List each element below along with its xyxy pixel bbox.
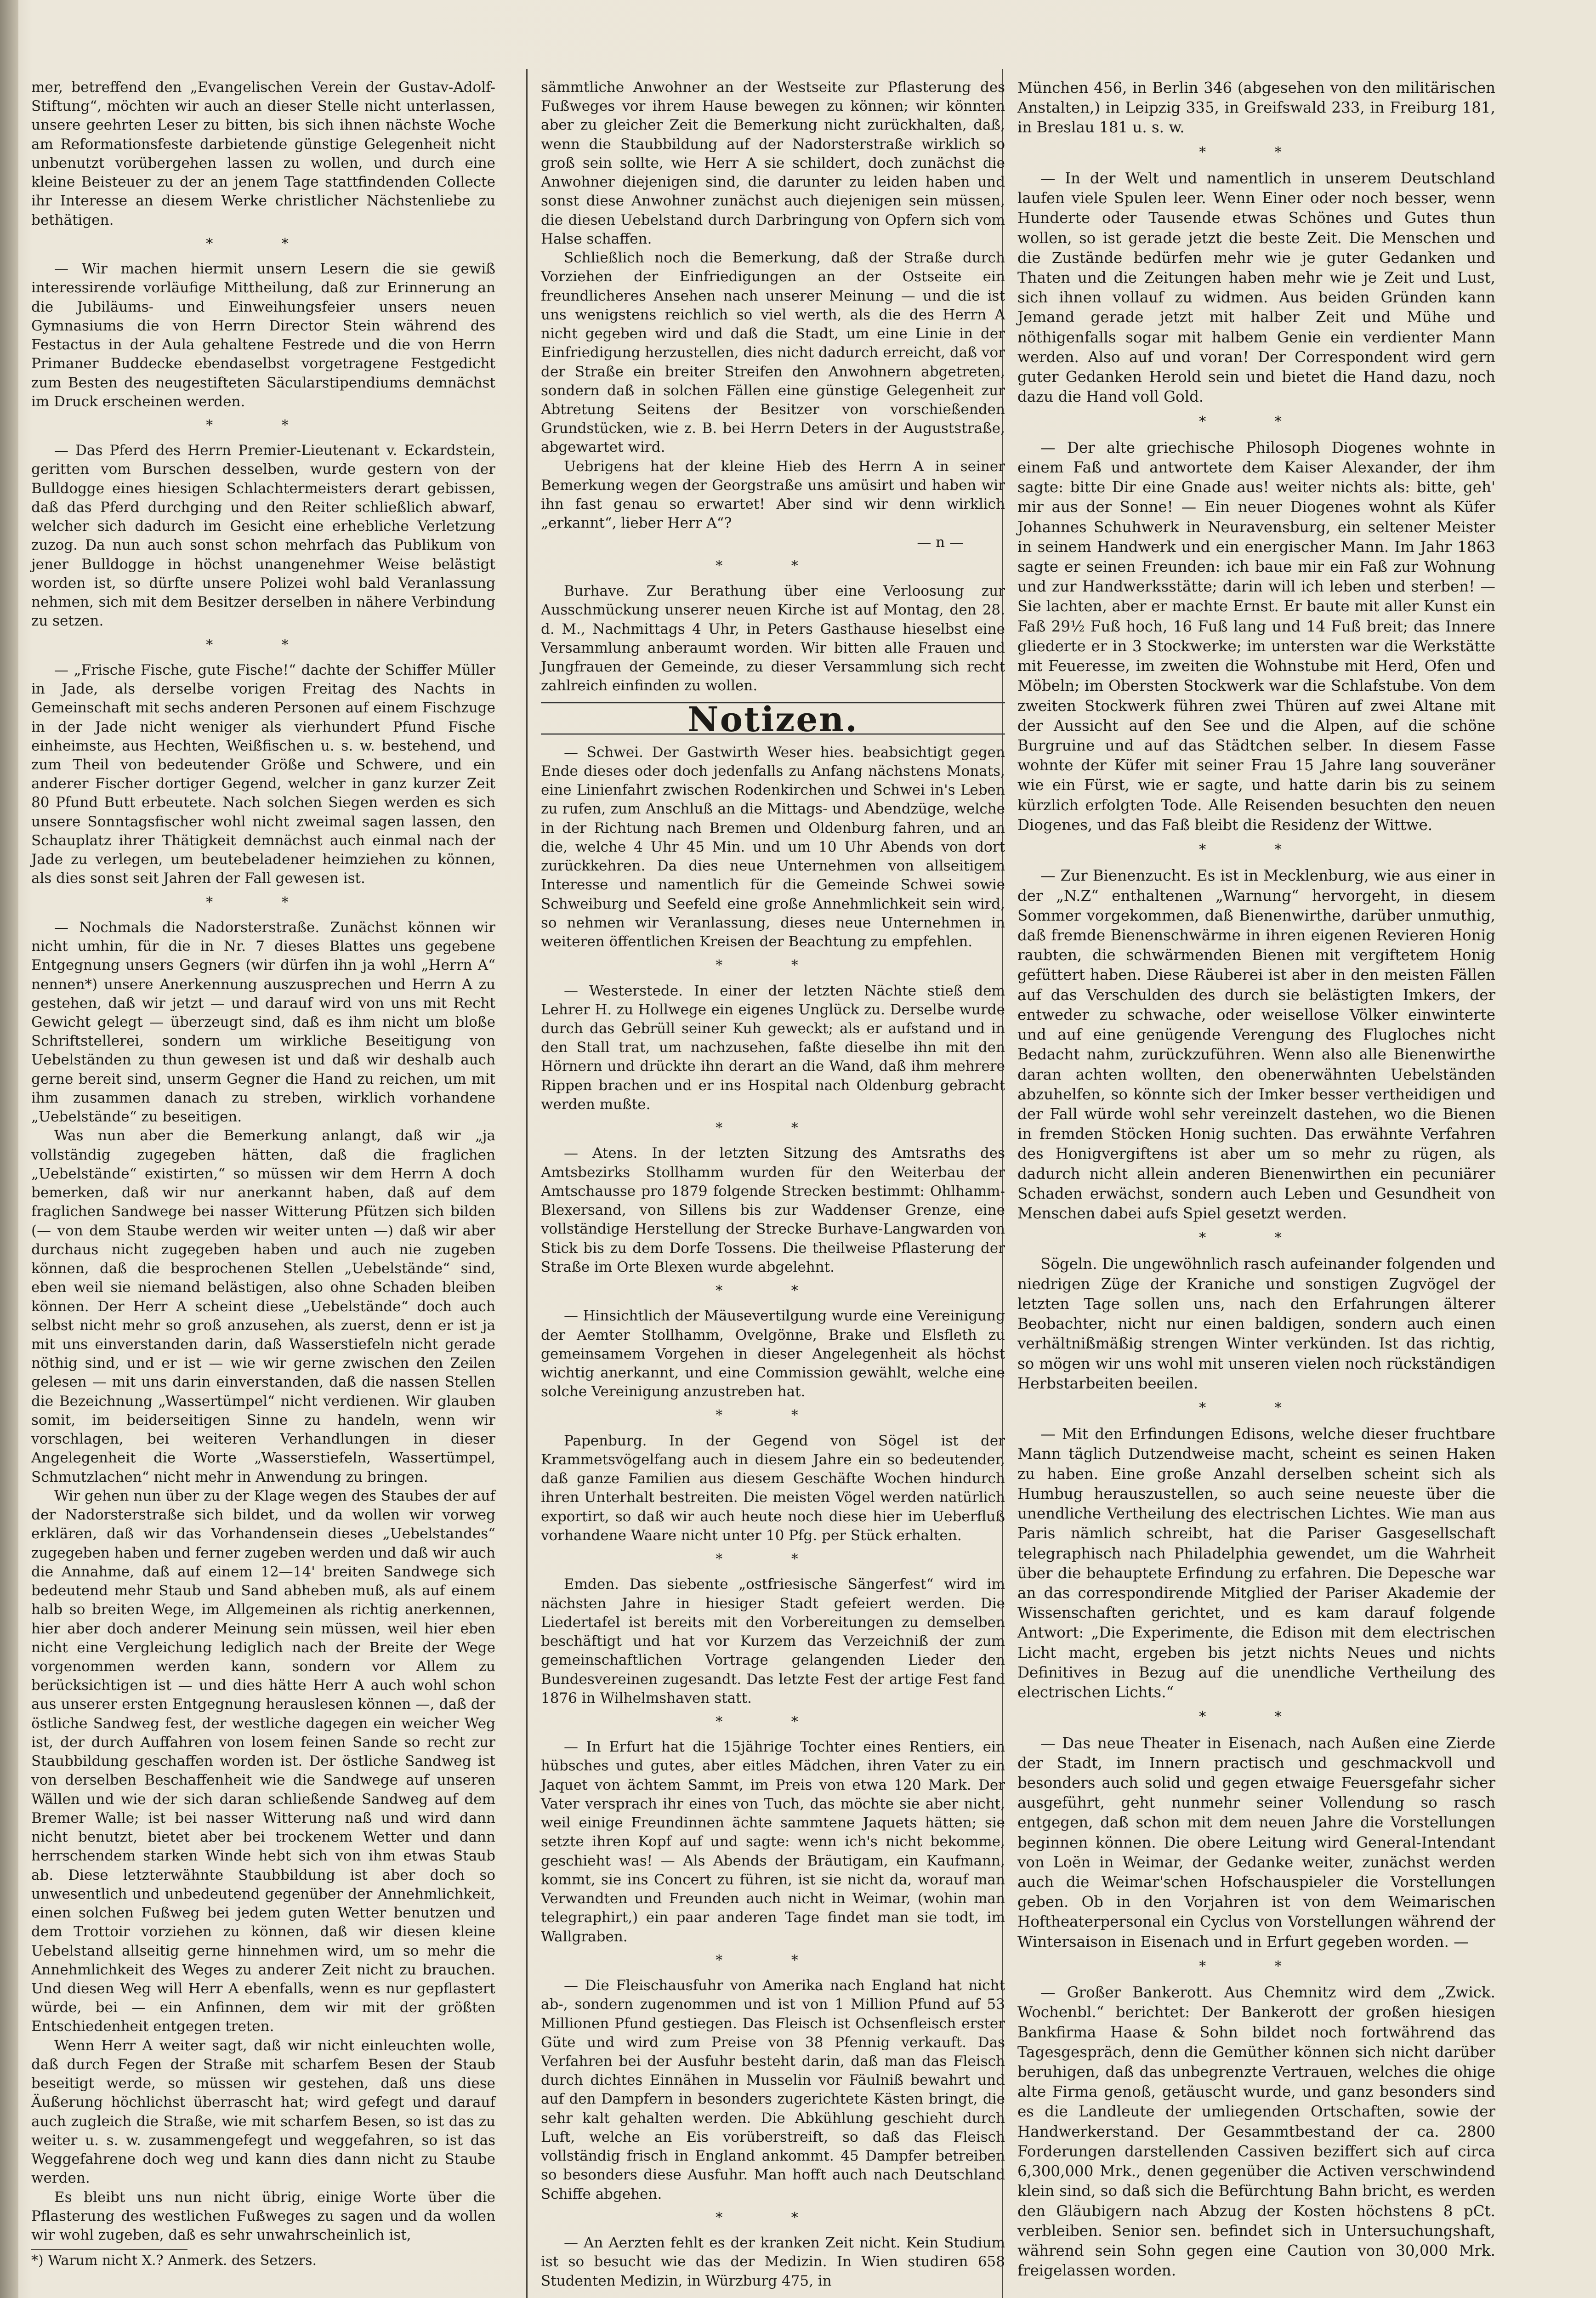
separator-stars: * *: [1199, 1709, 1314, 1725]
separator-stars: * *: [716, 1713, 830, 1730]
article-fleischausfuhr: — Die Fleischausfuhr von Amerika nach England hat nicht ab-, sondern zugenommen und ist von 1 Million Pfund auf 53 Millionen Pfund gestiegen. Das Fleisch ist Ochsenfleisch erster Güte und wird zum Preise von 38 Pfennig verkauft. Das Verfahren bei der Ausfuhr besteht darin, daß man das Fleisch durch dichtes Einnähen in Musselin vor Fäulniß bewahrt und auf den Dampfern in besonders zugerichtete Kästen bringt, die sehr kalt gehalten werden. Die Abkühlung geschieht durch Luft, welche an Eis vorüberstreift, so daß das Fleisch vollständig frisch in England ankommt. 45 Dampfer betreiben so besonders diese Ausfuhr. Man hofft auch nach Deutschland Schiffe abgehen.: [541, 1977, 1005, 2202]
article-nadorsterstrasse-3: Wir gehen nun über zu der Klage wegen des Staubes der auf der Nadorsterstraße sich bildet, und da wollen wir vorweg erklären, daß wir das Vorhandensein dieses „Uebelstandes“ zugegeben haben und ferner zugeben werden und daß wir auch die Annahme, daß auf einem 12—14' breiten Sandwege sich bedeutend mehr Staub und Sand abheben muß, als auf einem halb so breiten Wege, im Allgemeinen als richtig anerkennen, hier aber doch anderer Meinung sein müssen, weil hier eben nicht eine Vergleichung lediglich nach der Breite der Wege vorgenommen werden kann, sondern vor Allem zu berücksichtigen ist — und dies hätte Herr A auch wohl schon aus unserer ersten Entgegnung herauslesen können —, daß der östliche Sandweg fest, der westliche dagegen ein weicher Weg ist, der durch Auffahren von losem feinen Sande so recht zur Staubbildung geschaffen worden ist. Der östliche Sandweg ist von derselben Beschaffenheit wie die Sandwege auf unseren Wällen und wie der sich daran schließende Sandweg auf dem Bremer Walle; ist bei nasser Witterung naß und wird dann nicht benutzt, bietet aber bei trockenem Wetter und dann herrschendem starken Winde hebt sich von ihm etwas Staub ab. Diese letzterwähnte Staubbildung ist aber doch so unwesentlich und unbedeutend gegenüber der Annehmlichkeit, einen solchen Fußweg bei jedem guten Wetter benutzen und dem Trottoir vorziehen zu können, daß wir diesen kleine Uebelstand allseitig gerne hinnehmen wird, um so mehr die Annehmlichkeit des Weges zu anderer Zeit nicht zu brauchen. Und diesen Weg will Herr A ebenfalls, wenn es nur gepflastert würde, bei — ein Anfinnen, dem wir mit der größten Entschiedenheit entgegen treten.: [31, 1487, 496, 2035]
footnote: *) Warum nicht X.? Anmerk. des Setzers.: [31, 2249, 187, 2270]
article-burhave: Burhave. Zur Berathung über eine Verloosung zur Ausschmückung unserer neuen Kirche ist auf Montag, den 28. d. M., Nachmittags 4 Uhr, in Peters Gasthause hieselbst eine Versammlung anberaumt worden. Wir bitten alle Frauen und Jungfrauen der Gemeinde, zu dieser Versammlung sich recht zahlreich einfinden zu wollen.: [541, 583, 1005, 694]
article-nadorsterstrasse: — Nochmals die Nadorsterstraße. Zunächst können wir nicht umhin, für die in Nr. 7 dieses Blattes uns gegebene Entgegnung unsers Gegners (wir dürfen ihn ja wohl „Herrn A“ nennen*) unsere Anerkennung auszusprechen und Herrn A zu gestehen, daß wir jetzt — und darauf wird von uns mit Recht Gewicht gelegt — überzeugt sind, daß es ihm nicht um bloße Schriftstellerei, sondern um wirkliche Beseitigung von Uebelständen zu thun gewesen ist und daß wir deshalb auch gerne bereit sind, unserm Gegner die Hand zu reichen, um mit ihm zusammen danach zu streben, wirklich vorhandene „Uebelstände“ zu beseitigen.: [31, 919, 495, 1126]
separator-stars: * *: [716, 1283, 830, 1299]
separator-stars: * *: [206, 637, 321, 653]
article-georgstrasse: Uebrigens hat der kleine Hieb des Herrn A in seiner Bemerkung wegen der Georgstraße uns amüsirt und haben wir ihn fast genau so erwartet! Aber sind wir denn wirklich „erkannt“, lieber Herr A“?: [541, 458, 1005, 532]
article-schwei: — Schwei. Der Gastwirth Weser hies. beabsichtigt gegen Ende dieses oder doch jedenfalls zu Anfang nächstens Monats, eine Linienfahrt zwischen Rodenkirchen und Schwei in's Leben zu rufen, zum Anschluß an die Mittags- und Abendzüge, welche in der Richtung nach Bremen und Oldenburg fahren, und an die, welche 4 Uhr 45 Min. und um 10 Uhr Abends von dort zurückkehren. Da dies neue Unternehmen von allseitigem Interesse und namentlich für die Gemeinde Schwei sowie Schweiburg und Seefeld eine große Annehmlichkeit sein wird, so nehmen wir Veranlassung, dieses neue Unternehmen in weiteren öffentlichen Kreisen der Beachtung zu empfehlen.: [541, 744, 1005, 950]
article-signature: — n —: [917, 534, 964, 551]
column-3: [1017, 78, 1495, 2281]
column-rule: [526, 69, 528, 2298]
article-aerzte-cont: München 456, in Berlin 346 (abgesehen von den militärischen Anstalten,) in Leipzig 335, in Greifswald 233, in Freiburg 181, in Breslau 181 u. s. w.: [1017, 79, 1495, 137]
article-westseite: sämmtliche Anwohner an der Westseite zur Pflasterung des Fußweges vor ihrem Hause bewegen zu können; wir könnten aber zu gleicher Zeit die Bemerkung nicht zurückhalten, daß, wenn die Staubbildung auf der Nadorsterstraße wirklich so groß sein sollte, wie Herr A sie schildert, doch zunächst die Anwohner diejenigen sind, die darunter zu leiden haben und sonst diese Anwohner zunächst auch diejenigen sein müssen, die diesen Uebelstand durch Darbringung von Opfern sich vom Halse schaffen.: [541, 79, 1005, 247]
article-aerzte: — An Aerzten fehlt es der kranken Zeit nicht. Kein Studium ist so besucht wie das der Medizin. In Wien studiren 658 Studenten Medizin, in Würzburg 475, in: [541, 2235, 1005, 2289]
separator-stars: * *: [716, 1120, 830, 1137]
article-atens: — Atens. In der letzten Sitzung des Amtsraths des Amtsbezirks Stollhamm wurden für den Weiterbau der Amtschausse pro 1879 folgende Strecken bestimmt: Ohlhamm-Blexersand, von Sillens bis zur Waddenser Grenze, eine vollständige Herstellung der Strecke Burhave-Langwarden von Stick bis zu dem Dorfe Tossens. Die theilweise Pflasterung der Straße im Orte Blexen wurde abgelehnt.: [541, 1145, 1005, 1275]
separator-stars: * *: [716, 1551, 830, 1568]
article-soegeln: Sögeln. Die ungewöhnlich rasch aufeinander folgenden und niedrigen Züge der Kraniche und sonstigen Zugvögel der letzten Tage sollen uns, nach den Erfahrungen älterer Beobachter, nicht nur einen baldigen, sondern auch einen verhältnißmäßig strengen Winter verkünden. Ist das richtig, so mögen wir uns wohl mit unseren vielen noch rückständigen Herbstarbeiten beeilen.: [1017, 1255, 1495, 1392]
article-bankerott: — Großer Bankerott. Aus Chemnitz wird dem „Zwick. Wochenbl.“ berichtet: Der Bankerott der großen hiesigen Bankfirma Haase & Sohn bildet noch fortwährend das Tagesgespräch, denn die Gemüther können sich nicht darüber beruhigen, daß das unbegrenzte Vertrauen, welches die ohige alte Firma genoß, getäuscht wurde, und ganz besonders sind es die Landleute der umliegenden Ortschaften, sowie der Handwerkerstand. Der Gesammtbestand der ca. 2800 Forderungen darstellenden Cassiven beziffert sich auf circa 6,300,000 Mrk., denen gegenüber die Activen verschwindend klein sind, so daß sich die Befürchtung Bahn bricht, es werden den Gläubigern nach Abzug der Kosten höchstens 8 pCt. verbleiben. Senior sen. befindet sich in Untersuchungshaft, während sein Sohn gegen eine Caution von 30,000 Mrk. freigelassen worden.: [1017, 1984, 1495, 2280]
separator-stars: * *: [206, 417, 321, 433]
separator-stars: * *: [716, 1952, 830, 1968]
separator-stars: * *: [1199, 144, 1314, 160]
article-gymnasium: — Wir machen hiermit unsern Lesern die sie gewiß interessirende vorläufige Mittheilung, daß zur Erinnerung an die Jubiläums- und Einweihungsfeier unsers neuen Gymnasiums die von Herrn Director Stein während des Festactus in der Aula gehaltene Festrede und die von Herrn Primaner Buddecke ebendaselbst vorgetragene Festgedicht zum Besten des neugestifteten Säcularstipendiums demnächst im Druck erscheinen werden.: [31, 261, 495, 410]
article-schoenes-gutes: — In der Welt und namentlich in unserem Deutschland laufen viele Spulen leer. Wenn Einer oder noch besser, wenn Hunderte oder Tausende etwas Schönes und Gutes thun wollen, so ist gerade jetzt die beste Zeit. Die Menschen und die Zustände bedürfen mehr wie je guter Gedanken und Thaten und die Zeitungen haben mehr wie je Zeit und Lust, sich ihnen vollauf zu widmen. Aus beiden Gründen kann Jemand gerade jetzt mit halber Zeit und Mühe und nöthigenfalls sogar mit halbem Genie ein verdienter Mann werden. Also auf und voran! Der Correspondent wird gern guter Gedanken Herold sein und bietet die Hand dazu, noch dazu die Hand voll Gold.: [1017, 169, 1495, 406]
binding-edge: [0, 0, 18, 2298]
section-heading-notizen: Notizen.: [541, 702, 1005, 735]
separator-stars: * *: [716, 557, 830, 574]
article-einfriedigung: Schließlich noch die Bemerkung, daß der Straße durch Vorziehen der Einfriedigungen an der Ostseite ein freundlicheres Ansehen nach unserer Meinung — und die ist uns wenigstens reichlich so viel werth, als die des Herrn A nicht gegeben wird und daß die Stadt, um eine Linie in der Einfriedigung herzustellen, dies nicht dadurch erreicht, daß vor der Straße ein breiter Streifen den Anwohnern abgetreten, sondern daß in solchen Fällen eine günstige Gelegenheit zur Abtretung Seitens der Besitzer von vorschießenden Grundstücken, wie z. B. bei Herrn Deters in der Auguststraße, abgewartet wird.: [541, 250, 1005, 456]
separator-stars: * *: [1199, 842, 1314, 858]
separator-stars: * *: [716, 957, 830, 974]
article-papenburg: Papenburg. In der Gegend von Sögel ist der Krammetsvögelfang auch in diesem Jahre ein so bedeutender, daß ganze Familien aus diesem Geschäfte Wochen hindurch ihren Unterhalt bestreiten. Die meisten Vögel werden natürlich exportirt, so daß wir auch heute noch diese hier im Ueberfluß vorhandene Waare nicht unter 10 Pfg. per Stück erhalten.: [541, 1432, 1005, 1544]
article-nadorsterstrasse-5: Es bleibt uns nun nicht übrig, einige Worte über die Pflasterung des westlichen Fußweges zu sagen und da wollen wir wohl zugeben, daß es sehr unwahrscheinlich ist,: [31, 2189, 495, 2244]
article-edison: — Mit den Erfindungen Edisons, welche dieser fruchtbare Mann täglich Dutzendweise macht, scheint es seinen Haken zu haben. Eine große Anzahl derselben scheint sich als Humbug herauszustellen, so auch seine neueste über die unendliche Vertheilung des electrischen Lichtes. Wie man aus Paris nämlich schreibt, hat die Pariser Gasgesellschaft telegraphisch nach Philadelphia gewendet, um die Wahrheit über die behauptete Erfindung zu erfahren. Die Depesche war an das correspondirende Mitglied der Pariser Akademie der Wissenschaften gerichtet, und es kam darauf folgende Antwort: „Die Experimente, die Edison mit dem electrischen Licht macht, ergeben bis jetzt nichts Neues und nichts Definitives in Bezug auf die unendliche Vertheilung des electrischen Lichts.“: [1017, 1425, 1495, 1701]
article-nadorsterstrasse-4: Wenn Herr A weiter sagt, daß wir nicht einleuchten wolle, daß durch Fegen der Straße mit scharfem Besen der Staub beseitigt werde, so müssen wir gestehen, daß uns diese Äußerung höchlichst überrascht hat; wird gefegt und darauf auch zugleich die Straße, wie mit scharfem Besen, so ist das zu weiter u. s. w. zusammengefegt und weggefahren, so ist das Weggefahrene doch weg und kann dies dann nicht zu Staube werden.: [31, 2037, 495, 2187]
article-diogenes: — Der alte griechische Philosoph Diogenes wohnte in einem Faß und antwortete dem Kaiser Alexander, der ihm sagte: bitte Dir eine Gnade aus! weiter nichts als: bitte, geh' mir aus der Sonne! — Ein neuer Diogenes wohnt als Küfer Johannes Schuhwerk in Neuravensburg, ein seltener Meister in seinem Handwerk und ein energischer Mann. Im Jahr 1863 sagte er seinen Freunden: ich baue mir ein Faß zur Wohnung und zur Handwerksstätte; darin will ich leben und sterben! — Sie lachten, aber er machte Ernst. Er baute mit aller Kunst ein Faß 29½ Fuß hoch, 16 Fuß lang und 14 Fuß breit; das Innere gliederte er in 3 Stockwerke; im untersten war die Werkstätte mit Feueresse, im zweiten die Wohnstube mit Herd, Ofen und Möbeln; im Obersten Stockwerk war die Schlafstube. Von dem zweiten Stockwerk führen zwei Thüren auf zwei Altane mit der Aussicht auf den See und die Alpen, auf die schöne Burgruine und auf das Städtchen selber. In diesem Fasse wohnte der Küfer mit seiner Frau 15 Jahre lang souveräner wie ein Fürst, wie er sagte, und hatte darin bis zu seinem kürzlich erfolgten Tode. Alle Reisenden besuchten den neuen Diogenes, und das Faß bleibt die Residenz der Wittwe.: [1017, 438, 1495, 834]
separator-stars: * *: [206, 235, 321, 252]
column-1: [31, 78, 495, 2270]
article-erfurt: — In Erfurt hat die 15jährige Tochter eines Rentiers, ein hübsches und gutes, aber eitles Mädchen, ihren Vater zu ein Jaquet von ächtem Sammt, im Preis von etwa 120 Mark. Der Vater versprach ihr eines von Tuch, das möchte sie aber nicht, weil einige Freundinnen ächte sammtene Jaquets hätten; sie setzte ihren Kopf auf und sagte: wenn ich's nicht bekomme, geschieht was! — Als Abends der Bräutigam, ein Kaufmann, kommt, sie ins Concert zu führen, ist sie nicht da, worauf man Verwandten und Freunden auch nicht in Weimar, (wohin man telegraphirt,) ein paar anderen Tage findet man sie todt, im Wallgraben.: [541, 1739, 1005, 1945]
article-maeusevertilgung: — Hinsichtlich der Mäusevertilgung wurde eine Vereinigung der Aemter Stollhamm, Ovelgönne, Brake und Elsfleth zu gemeinsamem Vorgehen in dieser Angelegenheit als höchst wichtig anerkannt, und eine Commission gewählt, welche eine solche Vereinigung anzustreben hat.: [541, 1308, 1005, 1400]
separator-stars: * *: [1199, 1400, 1314, 1416]
article-bulldogge: — Das Pferd des Herrn Premier-Lieutenant v. Eckardstein, geritten vom Burschen desselben, wurde gestern von der Bulldogge eines hiesigen Schlachtermeisters derart gebissen, daß das Pferd durchging und den Reiter schließlich abwarf, welcher sich dadurch im Gesicht eine erhebliche Verletzung zuzog. Da nun auch sonst schon mehrfach das Publikum von jener Bulldogge in höchst unangenehmer Weise belästigt worden ist, so dürfte unsere Polizei wohl bald Veranlassung nehmen, sich mit dem Besitzer derselben in nähere Verbindung zu setzen.: [31, 442, 495, 630]
article-bienenzucht: — Zur Bienenzucht. Es ist in Mecklenburg, wie aus einer in der „N.Z“ enthaltenen „Warnung“ hervorgeht, in diesem Sommer vorgekommen, daß Bienenwirthe, darüber unmuthig, daß fremde Bienenschwärme in ihren eigenen Revieren Honig raubten, die schwärmenden Bienen mit vergiftetem Honig gefüttert haben. Diese Räuberei ist aber in den meisten Fällen auf das Verschulden des durch sie belästigten Imkers, der entweder zu schwache, oder weisellose Völker einwinterte und auf eine genügende Verengung des Flugloches nicht Bedacht nahm, zurückzuführen. Wenn also alle Bienenwirthe daran achten wollten, den obenerwähnten Uebelständen abzuhelfen, so könnte sich der Imker besser vertheidigen und der Fall würde wohl sehr vereinzelt dastehen, wo die Bienen in fremden Stöcken Honig suchten. Das erwähnte Verfahren des Honigvergiftens ist aber um so mehr zu rügen, als dadurch nicht allein anderen Bienenwirthen ein pecuniärer Schaden erwächst, sondern auch Leben und Gesundheit von Menschen dabei aufs Spiel gesetzt werden.: [1017, 867, 1495, 1223]
separator-stars: * *: [1199, 1230, 1314, 1246]
article-nadorsterstrasse-2: Was nun aber die Bemerkung anlangt, daß wir „ja vollständig zugegeben hätten, daß die fraglichen „Uebelstände“ existirten,“ so müssen wir dem Herrn A doch bemerken, daß wir nur anerkannt haben, daß auf dem fraglichen Sandwege bei nasser Witterung Pfützen sich bilden (— von dem Staube werden wir weiter unten —) daß wir aber durchaus nicht zugegeben haben und auch nie zugeben können, daß die besprochenen Stellen „Uebelstände“ sind, eben weil sie niemand belästigen, also ohne Schaden bleiben können. Der Herr A scheint diese „Uebelstände“ doch auch selbst nicht mehr so groß anzusehen, als zuerst, denn er ist ja mit uns einverstanden darin, daß Wasserstiefeln nicht gerade nöthig sind, und er ist — wie wir gerne zwischen den Zeilen gelesen — mit uns darin einverstanden, daß die nassen Stellen die Bezeichnung „Wassertümpel“ nicht verdienen. Wir glauben somit, im beiderseitigen Sinne zu handeln, wenn wir vorschlagen, bei weiteren Verhandlungen in dieser Angelegenheit die Worte „Wasserstiefeln, Wassertümpel, Schmutzlachen“ nicht mehr in Anwendung zu bringen.: [31, 1127, 495, 1485]
column-2: [541, 78, 1005, 2291]
article-fische: — „Frische Fische, gute Fische!“ dachte der Schiffer Müller in Jade, als derselbe vorigen Freitag des Nachts in Gemeinschaft mit sechs anderen Personen auf einem Fischzuge in der Jade nicht weniger als vierhundert Pfund Fische einheimste, aus Hechten, Weißfischen u. s. w. bestehend, und zum Theil von bedeutender Größe und Schwere, und ein anderer Fischer dortiger Gegend, welcher in ganz kurzer Zeit 80 Pfund Butt erbeutete. Nach solchen Siegen werden es sich unsere Sonntagsfischer wohl nicht zweimal sagen lassen, den Schauplatz ihrer Thätigkeit demnächst auch einmal nach der Jade zu verlegen, um beutebeladener heimziehen zu können, als dies sonst seit Jahren der Fall gewesen ist.: [31, 661, 495, 887]
separator-stars: * *: [1199, 413, 1314, 430]
article-emden: Emden. Das siebente „ostfriesische Sängerfest“ wird im nächsten Jahre in hiesiger Stadt gefeiert werden. Die Liedertafel ist bereits mit den Vorbereitungen zu demselben beschäftigt und hat vor Kurzem das Verzeichniß der zum gemeinschaftlichen Vortrage gelangenden Lieder den Bundesvereinen zugesandt. Das letzte Fest der artige Fest fand 1876 in Wilhelmshaven statt.: [541, 1576, 1005, 1706]
separator-stars: * *: [716, 1407, 830, 1424]
article-gustav-adolf: mer, betreffend den „Evangelischen Verein der Gustav-Adolf-Stiftung“, möchten wir auch an dieser Stelle nicht unterlassen, unsere geehrten Leser zu bitten, bis sich ihnen nächste Woche am Reformationsfeste darbietende günstige Gelegenheit nicht unbenutzt vorübergehen lassen zu wollen, und durch eine kleine Beisteuer zu der an jenem Tage stattfindenden Collecte ihr Interesse an diesem Werke christlicher Nächstenliebe zu bethätigen.: [31, 79, 495, 228]
separator-stars: * *: [206, 894, 321, 910]
article-westerstede: — Westerstede. In einer der letzten Nächte stieß dem Lehrer H. zu Hollwege ein eigenes Unglück zu. Derselbe wurde durch das Gebrüll seiner Kuh geweckt; als er aufstand und in den Stall trat, um nachzusehen, faßte dieselbe ihn mit den Hörnern und drückte ihn derart an die Wand, daß ihm mehrere Rippen brachen und er ins Hospital nach Oldenburg gebracht werden mußte.: [541, 982, 1005, 1113]
article-theater-eisenach: — Das neue Theater in Eisenach, nach Außen eine Zierde der Stadt, im Innern practisch und geschmackvoll und besonders auch solid und gegen etwaige Feuersgefahr sicher ausgeführt, geht nunmehr seiner Vollendung so rasch entgegen, daß schon mit dem neuen Jahre die Vorstellungen beginnen können. Die obere Leitung wird General-Intendant von Loën in Weimar, der Gedanke weiter, zunächst werden auch die Weimar'schen Hofschauspieler die Vorstellungen geben. Ob in den Vorjahren ist von dem Weimarischen Hoftheaterpersonal ein Cyclus von Vorstellungen während der Wintersaison in Eisenach und in Erfurt gegeben worden. —: [1017, 1734, 1495, 1951]
separator-stars: * *: [1199, 1958, 1314, 1974]
separator-stars: * *: [716, 2209, 830, 2226]
